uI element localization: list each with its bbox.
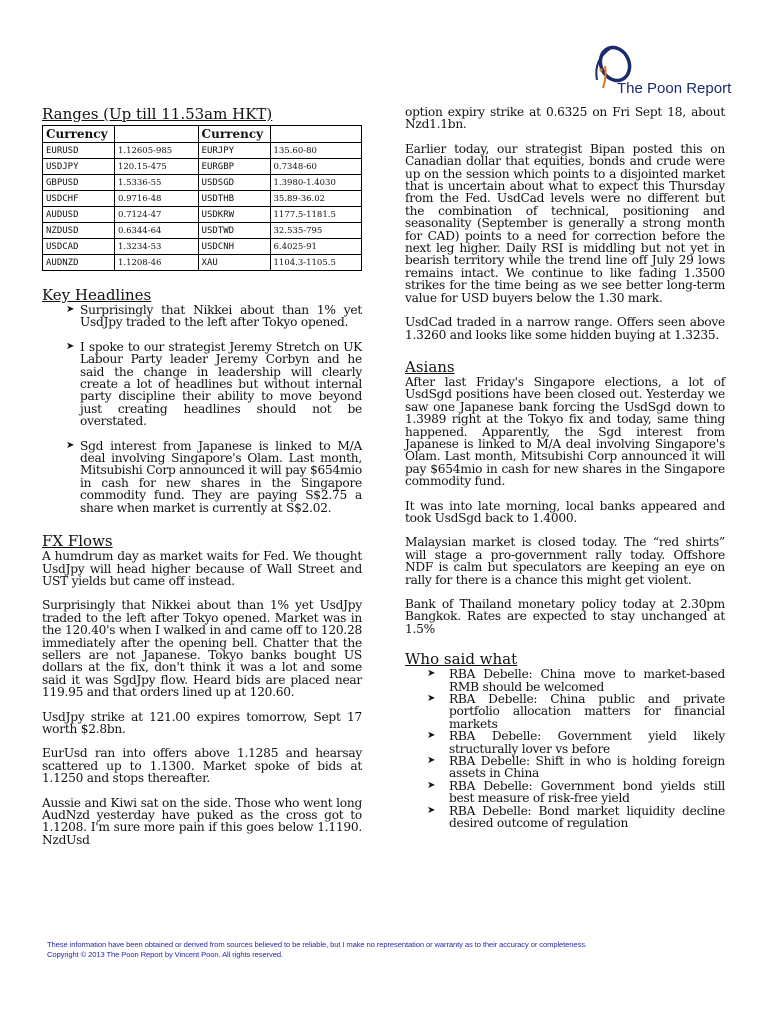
currency-pair-cell: XAU xyxy=(198,255,270,271)
currency-pair-cell: EURUSD xyxy=(43,143,115,159)
list-item: ➤ RBA Debelle: Government yield likely structurally lover vs before xyxy=(427,729,725,756)
paragraph: option expiry strike at 0.6325 on Fri Sept 18, about Nzd1.1bn. xyxy=(405,105,725,132)
arrow-bullet-icon: ➤ xyxy=(66,439,75,451)
arrow-bullet-icon: ➤ xyxy=(427,779,436,791)
arrow-bullet-icon: ➤ xyxy=(66,304,75,315)
list-item: ➤ RBA Debelle: Government bond yields still best measure of risk-free yield xyxy=(427,778,725,806)
paragraph: UsdJpy strike at 121.00 expires tomorrow, Sept 17 worth $2.8bn. xyxy=(42,709,362,736)
table-header xyxy=(270,126,362,143)
paragraph: It was into late morning, local banks appeared and took UsdSgd back to 1.4000. xyxy=(405,498,725,525)
range-cell: 1177.5-1181.5 xyxy=(270,207,362,223)
table-row xyxy=(43,239,362,255)
list-item: ➤ RBA Debelle: Shift in who is holding foreign assets in China xyxy=(427,754,725,781)
table-header xyxy=(114,126,198,143)
table-header-row xyxy=(43,126,362,143)
range-cell: 1.5336-55 xyxy=(114,175,198,191)
range-cell: 32.535-795 xyxy=(270,223,362,239)
currency-pair-cell: USDKRW xyxy=(198,207,270,223)
list-item: ➤ RBA Debelle: China move to market-based RMB should be welcomed xyxy=(427,667,725,694)
range-cell: 1.3980-1.4030 xyxy=(270,175,362,191)
paragraph: Earlier today, our strategist Bipan posted this on Canadian dollar that equities, bonds and crude were up on the session which points to a disjointed market that is uncertain about what to expect this Thursday from the Fed. UsdCad levels were no different but the combination of technical, positioning and seasonality (September is generally a strong month for CAD) points to a need for correction before the next leg higher. Daily RSI is middling but not yet in bearish territory while the trend line off July 29 lows remains intact. We continue to like fading 1.3500 strikes for the time being as we see better long-term value for USD buyers below the 1.30 mark. xyxy=(405,141,725,305)
currency-pair-cell: USDTWD xyxy=(198,223,270,239)
paragraph: A humdrum day as market waits for Fed. We thought UsdJpy will head higher because of Wall Street and UST yields but came off instead. xyxy=(42,549,362,588)
currency-pair-cell: USDCHF xyxy=(43,191,115,207)
logo-text: The Poon Report xyxy=(617,80,732,97)
headlines-list xyxy=(42,304,362,514)
table-header: Currency xyxy=(198,126,270,143)
arrow-bullet-icon: ➤ xyxy=(427,730,436,742)
headlines-title: Key Headlines xyxy=(42,286,152,304)
ranges-title: Ranges (Up till 11.53am HKT) xyxy=(42,105,273,123)
left-column xyxy=(42,106,362,846)
arrow-bullet-icon: ➤ xyxy=(427,804,436,816)
paragraph: Aussie and Kiwi sat on the side. Those who went long AudNzd yesterday have puked as the cross got to 1.1208. I'm sure more pain if this goes below 1.1190. NzdUsd xyxy=(42,795,362,847)
asians-title: Asians xyxy=(405,357,455,376)
paragraph: After last Friday's Singapore elections, a lot of UsdSgd positions have been closed out. Yesterday we saw one Japanese bank forcing the UsdSgd down to 1.3989 right at the Tokyo fix and today, same thing happened. Apparently, the Sgd interest from Japanese is linked to M/A deal involving Singapore's Olam. Last month, Mitsubishi Corp announced it will pay $654mio in cash for new shares in the Singapore commodity fund. xyxy=(405,374,725,489)
list-item: ➤ RBA Debelle: China public and private portfolio allocation matters for financial markets xyxy=(427,692,725,731)
paragraph: Surprisingly that Nikkei about than 1% yet UsdJpy traded to the left after Tokyo opened. Market was in the 120.40's when I walked in and came off to 120.28 immediately after the opening bell. Chatter that the sellers are not Japanese. Tokyo banks bought US dollars at the fix, don't think it was a lot and some said it was SgdJpy flow. Heard bids are placed near 119.95 and that orders lined up at 120.60. xyxy=(42,598,362,700)
fxflows-title: FX Flows xyxy=(42,532,113,551)
range-cell: 1.12605-985 xyxy=(114,143,198,159)
currency-pair-cell: USDCNH xyxy=(198,239,270,255)
range-cell: 120.15-475 xyxy=(114,159,198,175)
ranges-table xyxy=(42,125,362,271)
currency-pair-cell: USDTHB xyxy=(198,191,270,207)
range-cell: 6.4025-91 xyxy=(270,239,362,255)
table-row xyxy=(43,143,362,159)
list-item: ➤ Sgd interest from Japanese is linked to M/A deal involving Singapore's Olam. Last month, Mitsubishi Corp announced it will pay $654mio in cash for new shares in the Singapore commodity fund. They are paying S$2.75 a share when market is currently at S$2.02. xyxy=(66,438,362,515)
currency-pair-cell: USDSGD xyxy=(198,175,270,191)
table-row xyxy=(43,191,362,207)
arrow-bullet-icon: ➤ xyxy=(427,693,436,705)
currency-pair-cell: AUDNZD xyxy=(43,255,115,271)
arrow-bullet-icon: ➤ xyxy=(427,755,436,767)
whosaid-title: Who said what xyxy=(405,650,518,669)
currency-pair-cell: AUDUSD xyxy=(43,207,115,223)
currency-pair-cell: USDJPY xyxy=(43,159,115,175)
right-column xyxy=(405,106,725,830)
poon-report-logo xyxy=(583,40,753,104)
table-row xyxy=(43,207,362,223)
currency-pair-cell: EURGBP xyxy=(198,159,270,175)
range-cell: 0.7348-60 xyxy=(270,159,362,175)
range-cell: 35.89-36.02 xyxy=(270,191,362,207)
list-item: ➤ Surprisingly that Nikkei about than 1% yet UsdJpy traded to the left after Tokyo opened. xyxy=(66,303,362,330)
paragraph: UsdCad traded in a narrow range. Offers seen above 1.3260 and looks like some hidden buying at 1.3235. xyxy=(405,315,725,342)
table-row xyxy=(43,159,362,175)
footer-disclaimer xyxy=(47,940,747,960)
currency-pair-cell: USDCAD xyxy=(43,239,115,255)
range-cell: 1.1208-46 xyxy=(114,255,198,271)
range-cell: 0.6344-64 xyxy=(114,223,198,239)
table-header: Currency xyxy=(43,126,115,143)
list-item: ➤ RBA Debelle: Bond market liquidity decline desired outcome of regulation xyxy=(427,803,725,831)
arrow-bullet-icon: ➤ xyxy=(427,668,436,680)
copyright-text: Copyright © 2013 The Poon Report by Vincent Poon. All rights reserved. xyxy=(47,950,283,959)
table-row xyxy=(43,255,362,271)
table-row xyxy=(43,223,362,239)
range-cell: 1.3234-53 xyxy=(114,239,198,255)
list-item: ➤ I spoke to our strategist Jeremy Stretch on UK Labour Party leader Jeremy Corbyn and he said the change in leadership will clearly create a lot of headlines but without internal party discipline their ability to move beyond just creating headlines should not be overstated. xyxy=(66,339,362,429)
range-cell: 1104.3-1105.5 xyxy=(270,255,362,271)
arrow-bullet-icon: ➤ xyxy=(66,340,75,352)
paragraph: Malaysian market is closed today. The “red shirts” will stage a pro-government rally today. Offshore NDF is calm but speculators are keeping an eye on rally for there is a chance this might get violent. xyxy=(405,535,725,587)
currency-pair-cell: GBPUSD xyxy=(43,175,115,191)
paragraph: Bank of Thailand monetary policy today at 2.30pm Bangkok. Rates are expected to stay unchanged at 1.5% xyxy=(405,597,725,636)
range-cell: 0.7124-47 xyxy=(114,207,198,223)
paragraph: EurUsd ran into offers above 1.1285 and hearsay scattered up to 1.1300. Market spoke of bids at 1.1250 and stops thereafter. xyxy=(42,746,362,786)
ranges-table-body xyxy=(43,143,362,271)
currency-pair-cell: NZDUSD xyxy=(43,223,115,239)
range-cell: 0.9716-48 xyxy=(114,191,198,207)
whosaid-list xyxy=(405,668,725,829)
table-row xyxy=(43,175,362,191)
disclaimer-text: These information have been obtained or derived from sources believed to be reliable, but I make no representation or warranty as to their accuracy or completeness. xyxy=(47,940,587,949)
range-cell: 135.60-80 xyxy=(270,143,362,159)
currency-pair-cell: EURJPY xyxy=(198,143,270,159)
